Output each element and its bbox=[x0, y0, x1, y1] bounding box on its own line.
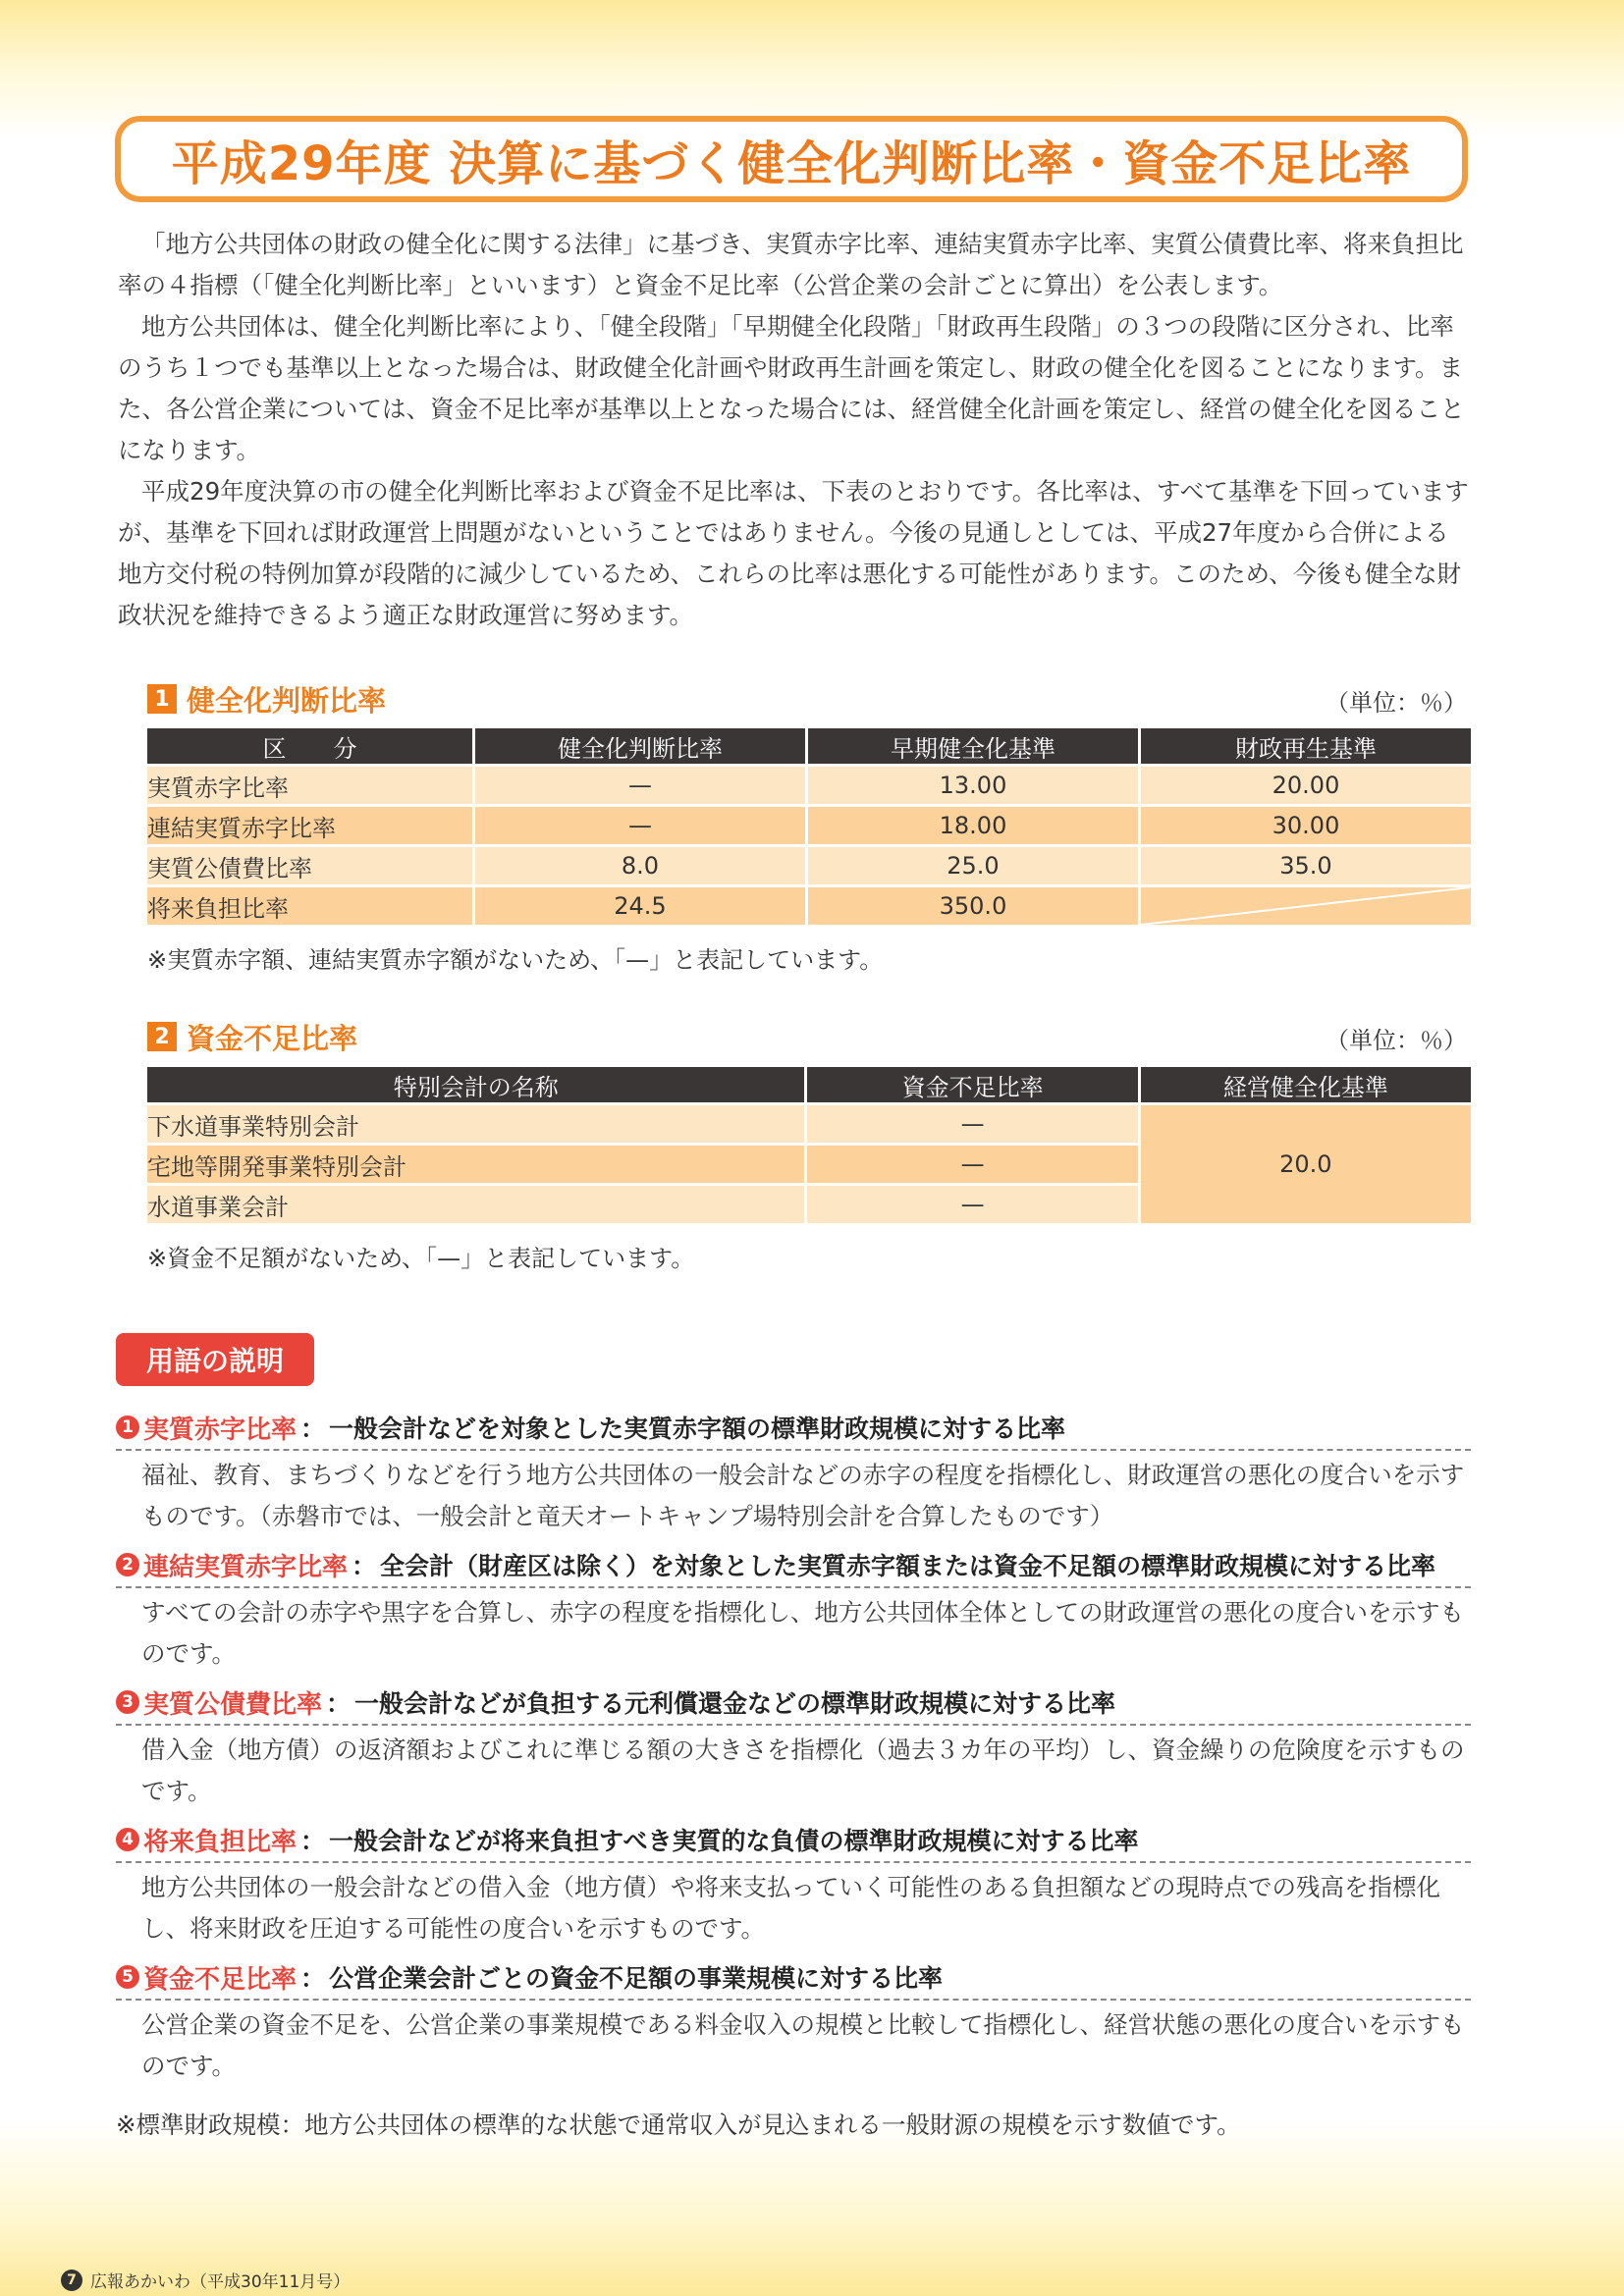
row-name: 下水道事業特別会計 bbox=[147, 1105, 804, 1143]
row-name: 水道事業会計 bbox=[147, 1186, 804, 1223]
term-colon: ： bbox=[352, 1552, 377, 1580]
term-head bbox=[116, 1682, 1471, 1726]
page-footer bbox=[61, 2268, 350, 2292]
section1-title: 健全化判断比率 bbox=[187, 683, 387, 718]
section2-number: 2 bbox=[147, 1022, 177, 1051]
row-ratio: — bbox=[475, 767, 805, 804]
term-body: 福祉、教育、まちづくりなどを行う地方公共団体の一般会計などの赤字の程度を指標化し、財政運営の悪化の度合いを示すものです。（赤磐市では、一般会計と竜天オートキャンプ場特別会計を合算したものです） bbox=[141, 1461, 1465, 1530]
row-ratio: — bbox=[475, 807, 805, 844]
term-number: 4 bbox=[116, 1828, 139, 1851]
title-box bbox=[115, 116, 1468, 202]
table-row bbox=[147, 767, 1471, 804]
table-row bbox=[147, 847, 1471, 884]
section1-unit: （単位：％） bbox=[1326, 689, 1467, 717]
term-name: 将来負担比率 bbox=[143, 1827, 298, 1857]
term-colon: ： bbox=[300, 1964, 326, 1993]
row-rebuild: 20.00 bbox=[1141, 767, 1471, 804]
row-early: 18.00 bbox=[808, 807, 1138, 844]
row-early: 13.00 bbox=[808, 767, 1138, 804]
table-row bbox=[147, 887, 1471, 925]
term-number: 5 bbox=[116, 1965, 139, 1989]
term-name: 実質赤字比率 bbox=[143, 1415, 298, 1445]
row-early: 25.0 bbox=[808, 847, 1138, 884]
publication-name: 広報あかいわ（平成30年11月号） bbox=[90, 2272, 351, 2292]
term-1 bbox=[116, 1408, 1471, 1537]
section2-title: 資金不足比率 bbox=[187, 1021, 358, 1055]
management-standard-value: 20.0 bbox=[1141, 1105, 1471, 1223]
term-definition: 一般会計などが負担する元利償還金などの標準財政規模に対する比率 bbox=[354, 1689, 1116, 1718]
row-early: 350.0 bbox=[808, 887, 1138, 925]
row-rebuild: 35.0 bbox=[1141, 847, 1471, 884]
page-title: 平成29年度 決算に基づく健全化判断比率・資金不足比率 bbox=[171, 135, 1412, 191]
term-head bbox=[116, 1957, 1471, 2001]
term-head bbox=[116, 1820, 1471, 1863]
header-account-name: 特別会計の名称 bbox=[147, 1067, 804, 1102]
term-colon: ： bbox=[300, 1827, 326, 1855]
table-row bbox=[147, 1105, 1471, 1143]
ratio-table bbox=[144, 725, 1474, 928]
term-number: 1 bbox=[116, 1415, 139, 1439]
section2-note: ※資金不足額がないため、「—」と表記しています。 bbox=[147, 1245, 695, 1272]
term-3 bbox=[116, 1682, 1471, 1812]
intro-paragraph-3: 平成29年度決算の市の健全化判断比率および資金不足比率は、下表のとおりです。各比率は、すべて基準を下回っていますが、基準を下回れば財政運営上問題がないということではありません。今後の見通しとしては、平成27年度から合併による地方交付税の特例加算が段階的に減少しているため、これらの比率は悪化する可能性があります。このため、今後も健全な財政状況を維持できるよう適正な財政運営に努めます。 bbox=[118, 477, 1469, 629]
section1-note: ※実質赤字額、連結実質赤字額がないため、「—」と表記しています。 bbox=[147, 946, 884, 974]
row-ratio: 24.5 bbox=[475, 887, 805, 925]
section1-number: 1 bbox=[147, 684, 177, 714]
term-definition: 一般会計などを対象とした実質赤字額の標準財政規模に対する比率 bbox=[329, 1415, 1066, 1443]
term-name: 実質公債費比率 bbox=[143, 1689, 323, 1720]
terms-tag: 用語の説明 bbox=[116, 1333, 314, 1386]
header-category: 区 分 bbox=[147, 728, 472, 764]
term-4 bbox=[116, 1820, 1471, 1949]
row-ratio: 8.0 bbox=[475, 847, 805, 884]
row-rebuild: 30.00 bbox=[1141, 807, 1471, 844]
term-body: 地方公共団体の一般会計などの借入金（地方債）や将来支払っていく可能性のある負担額などの現時点での残高を指標化し、将来財政を圧迫する可能性の度合いを示すものです。 bbox=[141, 1873, 1440, 1943]
row-name: 実質赤字比率 bbox=[147, 767, 472, 804]
term-colon: ： bbox=[300, 1415, 326, 1443]
term-2 bbox=[116, 1545, 1471, 1675]
header-early-standard: 早期健全化基準 bbox=[808, 728, 1138, 764]
shortfall-table bbox=[144, 1064, 1474, 1226]
row-name: 宅地等開発事業特別会計 bbox=[147, 1146, 804, 1183]
term-colon: ： bbox=[326, 1689, 352, 1718]
term-definition: 一般会計などが将来負担すべき実質的な負債の標準財政規模に対する比率 bbox=[329, 1827, 1139, 1855]
header-ratio: 健全化判断比率 bbox=[475, 728, 805, 764]
section2-heading bbox=[147, 1017, 357, 1056]
header-management-standard: 経営健全化基準 bbox=[1141, 1067, 1471, 1102]
header-shortfall-ratio: 資金不足比率 bbox=[807, 1067, 1137, 1102]
term-head bbox=[116, 1545, 1471, 1588]
section2-unit: （単位：％） bbox=[1326, 1027, 1467, 1054]
term-body: 借入金（地方債）の返済額およびこれに準じる額の大きさを指標化（過去３カ年の平均）し、資金繰りの危険度を示すものです。 bbox=[141, 1735, 1465, 1805]
term-number: 2 bbox=[116, 1553, 139, 1576]
term-definition: 公営企業会計ごとの資金不足額の事業規模に対する比率 bbox=[329, 1964, 944, 1993]
intro-paragraph-1: 「地方公共団体の財政の健全化に関する法律」に基づき、実質赤字比率、連結実質赤字比率、実質公債費比率、将来負担比率の４指標（「健全化判断比率」といいます）と資金不足比率（公営企業の会計ごとに算出）を公表します。 bbox=[118, 230, 1464, 299]
term-definition: 全会計（財産区は除く）を対象とした実質赤字額または資金不足額の標準財政規模に対する比率 bbox=[380, 1552, 1436, 1580]
diagonal-slash bbox=[1141, 887, 1470, 925]
term-body: すべての会計の赤字や黒字を合算し、赤字の程度を指標化し、地方公共団体全体としての財政運営の悪化の度合いを示すものです。 bbox=[141, 1598, 1465, 1668]
row-ratio: — bbox=[807, 1186, 1137, 1223]
term-number: 3 bbox=[116, 1690, 139, 1714]
intro-text bbox=[118, 224, 1473, 636]
term-head bbox=[116, 1408, 1471, 1451]
term-5 bbox=[116, 1957, 1471, 2087]
row-name: 実質公債費比率 bbox=[147, 847, 472, 884]
header-rebuild-standard: 財政再生基準 bbox=[1141, 728, 1471, 764]
row-ratio: — bbox=[807, 1105, 1137, 1143]
intro-paragraph-2: 地方公共団体は、健全化判断比率により、「健全段階」「早期健全化段階」「財政再生段階」の３つの段階に区分され、比率のうち１つでも基準以上となった場合は、財政健全化計画や財政再生計画を策定し、財政の健全化を図ることになります。また、各公営企業については、資金不足比率が基準以上となった場合には、経営健全化計画を策定し、経営の健全化を図ることになります。 bbox=[118, 312, 1465, 464]
term-name: 連結実質赤字比率 bbox=[143, 1552, 349, 1582]
row-name: 将来負担比率 bbox=[147, 887, 472, 925]
footnote: ※標準財政規模：地方公共団体の標準的な状態で通常収入が見込まれる一般財源の規模を示す数値です。 bbox=[116, 2110, 1241, 2139]
row-name: 連結実質赤字比率 bbox=[147, 807, 472, 844]
row-ratio: — bbox=[807, 1146, 1137, 1183]
row-rebuild-empty bbox=[1141, 887, 1471, 925]
section1-heading bbox=[147, 679, 386, 719]
term-body: 公営企業の資金不足を、公営企業の事業規模である料金収入の規模と比較して指標化し、経営状態の悪化の度合いを示すものです。 bbox=[141, 2010, 1465, 2080]
table-row bbox=[147, 807, 1471, 844]
term-name: 資金不足比率 bbox=[143, 1964, 298, 1995]
page-number: 7 bbox=[61, 2269, 82, 2291]
